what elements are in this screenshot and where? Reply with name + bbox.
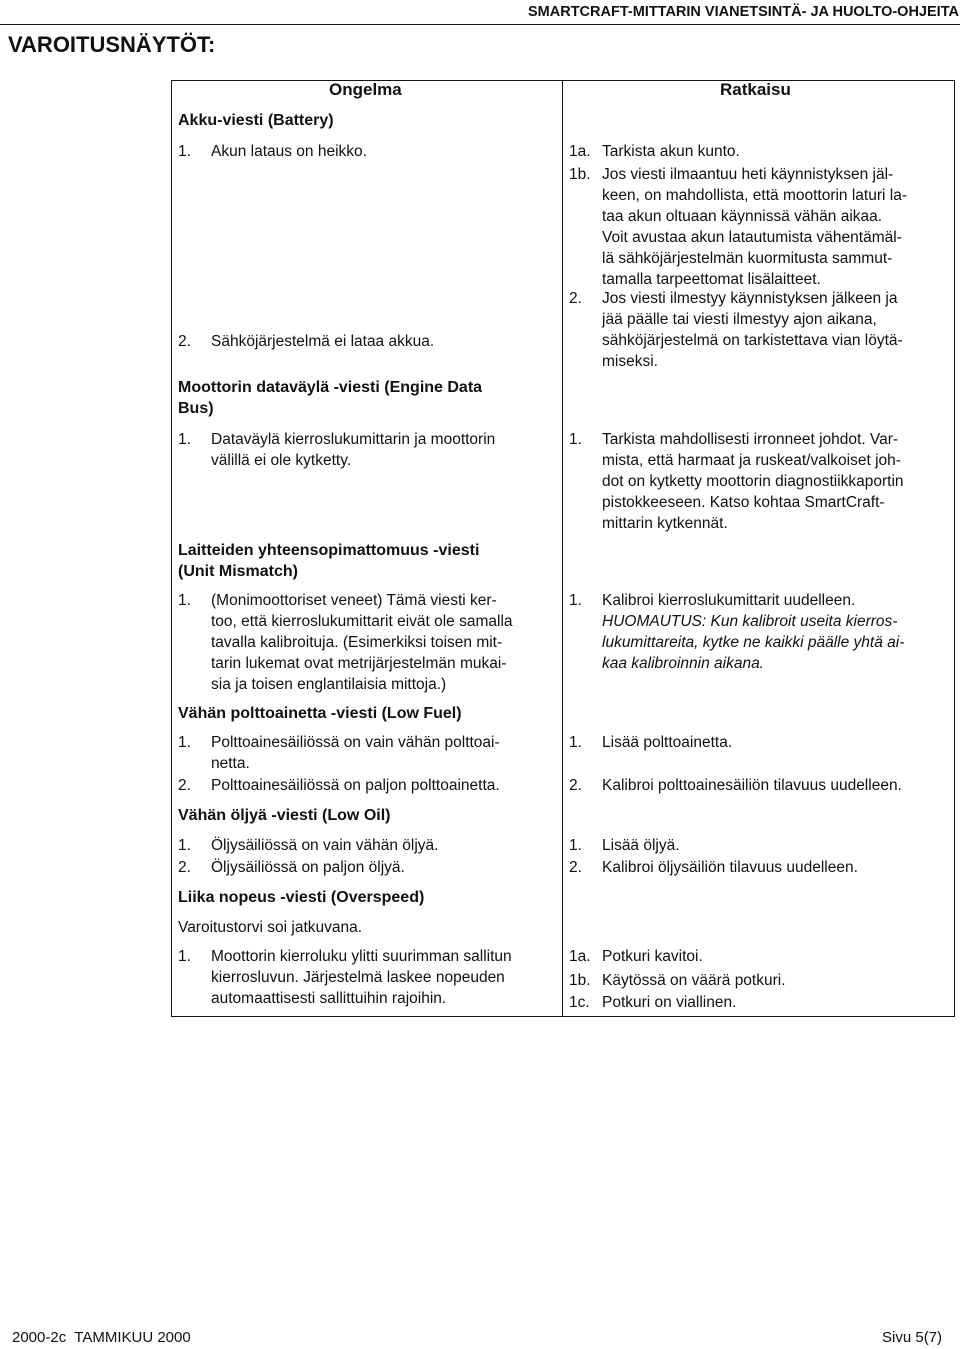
header-rule [0,24,960,25]
solution-number: 1a. [569,948,591,965]
footer-page-number: Sivu 5(7) [882,1329,943,1346]
solution-line: pistokkeeseen. Katso kohtaa SmartCraft- [602,494,885,511]
solution-line: sähköjärjestelmä on tarkistettava vian löytä- [602,332,903,349]
problem-block [211,732,500,774]
problem-block [211,590,513,695]
solution-line: dot on kytketty moottorin diagnostiikkaportin [602,473,904,490]
solution-line: keen, on mahdollista, että moottorin laturi la- [602,187,907,204]
column-header-solution: Ratkaisu [720,80,791,99]
solution-block [602,429,904,534]
running-header: SMARTCRAFT-MITTARIN VIANETSINTÄ- JA HUOLTO-OHJEITA [528,4,959,20]
solution-number: 1. [569,734,582,751]
problem-line: Dataväylä kierroslukumittarin ja moottorin [211,431,496,448]
section-title-line: (Unit Mismatch) [178,563,298,580]
solution-line: mittarin kytkennät. [602,515,728,532]
solution-text: Tarkista akun kunto. [602,143,740,160]
section-title-line: Bus) [178,400,214,417]
solution-line: Jos viesti ilmestyy käynnistyksen jälkeen ja [602,290,898,307]
solution-line: Tarkista mahdollisesti irronneet johdot. Var- [602,431,899,448]
section-title-battery: Akku-viesti (Battery) [178,112,334,129]
problem-number: 1. [178,734,191,751]
solution-number: 2. [569,859,582,876]
solution-number: 2. [569,777,582,794]
solution-line: mista, että harmaat ja ruskeat/valkoiset joh- [602,452,901,469]
solution-text: Kalibroi öljysäiliön tilavuus uudelleen. [602,859,858,876]
problem-number: 1. [178,948,191,965]
problem-block [211,946,512,1009]
solution-line: lä sähköjärjestelmän kuormitusta sammut- [602,250,893,267]
solution-number: 1a. [569,143,591,160]
problem-text: Akun lataus on heikko. [211,143,367,160]
problem-line: tarin lukemat ovat metrijärjestelmän mukai- [211,655,507,672]
problem-number: 1. [178,837,191,854]
problem-line: (Monimoottoriset veneet) Tämä viesti ker- [211,592,497,609]
solution-text: Lisää polttoainetta. [602,734,733,751]
problem-line: välillä ei ole kytketty. [211,452,352,469]
solution-text: Potkuri kavitoi. [602,948,703,965]
problem-line: kierrosluvun. Järjestelmä laskee nopeuden [211,969,505,986]
problem-text: Öljysäiliössä on paljon öljyä. [211,859,405,876]
note-line: kaa kalibroinnin aikana. [602,655,764,672]
section-title-line: Laitteiden yhteensopimattomuus -viesti [178,542,480,559]
solution-text: Kalibroi polttoainesäiliön tilavuus uudelleen. [602,777,902,794]
section-title-low-oil: Vähän öljyä -viesti (Low Oil) [178,807,391,824]
column-divider [562,80,563,1017]
solution-line: taa akun oltuaan käynnissä vähän aikaa. [602,208,883,225]
solution-line: jää päälle tai viesti ilmestyy ajon aikana, [602,311,877,328]
problem-line: tavalla kalibroituja. (Esimerkiksi toisen mit- [211,634,503,651]
problem-number: 1. [178,143,191,160]
problem-line: automaattisesti sallittuihin rajoihin. [211,990,447,1007]
solution-number: 1. [569,837,582,854]
solution-number: 1. [569,592,582,609]
section-title-unit-mismatch [178,540,479,582]
page-title: VAROITUSNÄYTÖT: [8,32,216,57]
problem-line: netta. [211,755,250,772]
problem-number: 1. [178,592,191,609]
solution-text: Potkuri on viallinen. [602,994,737,1011]
problem-number: 1. [178,431,191,448]
problem-block [211,429,495,471]
problem-text: Polttoainesäiliössä on paljon polttoainetta. [211,777,500,794]
solution-block [602,288,903,372]
solution-number: 1c. [569,994,590,1011]
solution-line: Kalibroi kierroslukumittarit uudelleen. [602,592,856,609]
problem-line: Moottorin kierroluku ylitti suurimman sallitun [211,948,512,965]
problem-number: 2. [178,777,191,794]
problem-line: Polttoainesäiliössä on vain vähän polttoai- [211,734,500,751]
section-title-overspeed: Liika nopeus -viesti (Overspeed) [178,889,425,906]
solution-line: Jos viesti ilmaantuu heti käynnistyksen jäl- [602,166,894,183]
solution-line: miseksi. [602,353,658,370]
solution-number: 1b. [569,166,591,183]
section-title-engine-data-bus [178,377,482,419]
column-header-problem: Ongelma [329,80,402,99]
note-line: HUOMAUTUS: Kun kalibroit useita kierros- [602,613,898,630]
problem-text: Öljysäiliössä on vain vähän öljyä. [211,837,439,854]
problem-number: 2. [178,333,191,350]
solution-number: 2. [569,290,582,307]
solution-text: Käytössä on väärä potkuri. [602,972,786,989]
problem-text: Sähköjärjestelmä ei lataa akkua. [211,333,435,350]
note-line: lukumittareita, kytke ne kaikki päälle yhtä ai- [602,634,905,651]
solution-number: 1. [569,431,582,448]
problem-line: too, että kierroslukumittarit eivät ole samalla [211,613,513,630]
solution-text: Lisää öljyä. [602,837,680,854]
solution-block [602,164,907,290]
problem-line: sia ja toisen englantilaisia mittoja.) [211,676,447,693]
footer-edition: 2000-2c TAMMIKUU 2000 [12,1329,191,1346]
problem-number: 2. [178,859,191,876]
solution-block [602,590,904,674]
solution-number: 1b. [569,972,591,989]
solution-line: Voit avustaa akun latautumista vähentämäl- [602,229,902,246]
section-title-line: Moottorin dataväylä -viesti (Engine Data [178,379,483,396]
section-note: Varoitustorvi soi jatkuvana. [178,919,363,936]
solution-line: tamalla tarpeettomat lisälaitteet. [602,271,821,288]
section-title-low-fuel: Vähän polttoainetta -viesti (Low Fuel) [178,705,462,722]
